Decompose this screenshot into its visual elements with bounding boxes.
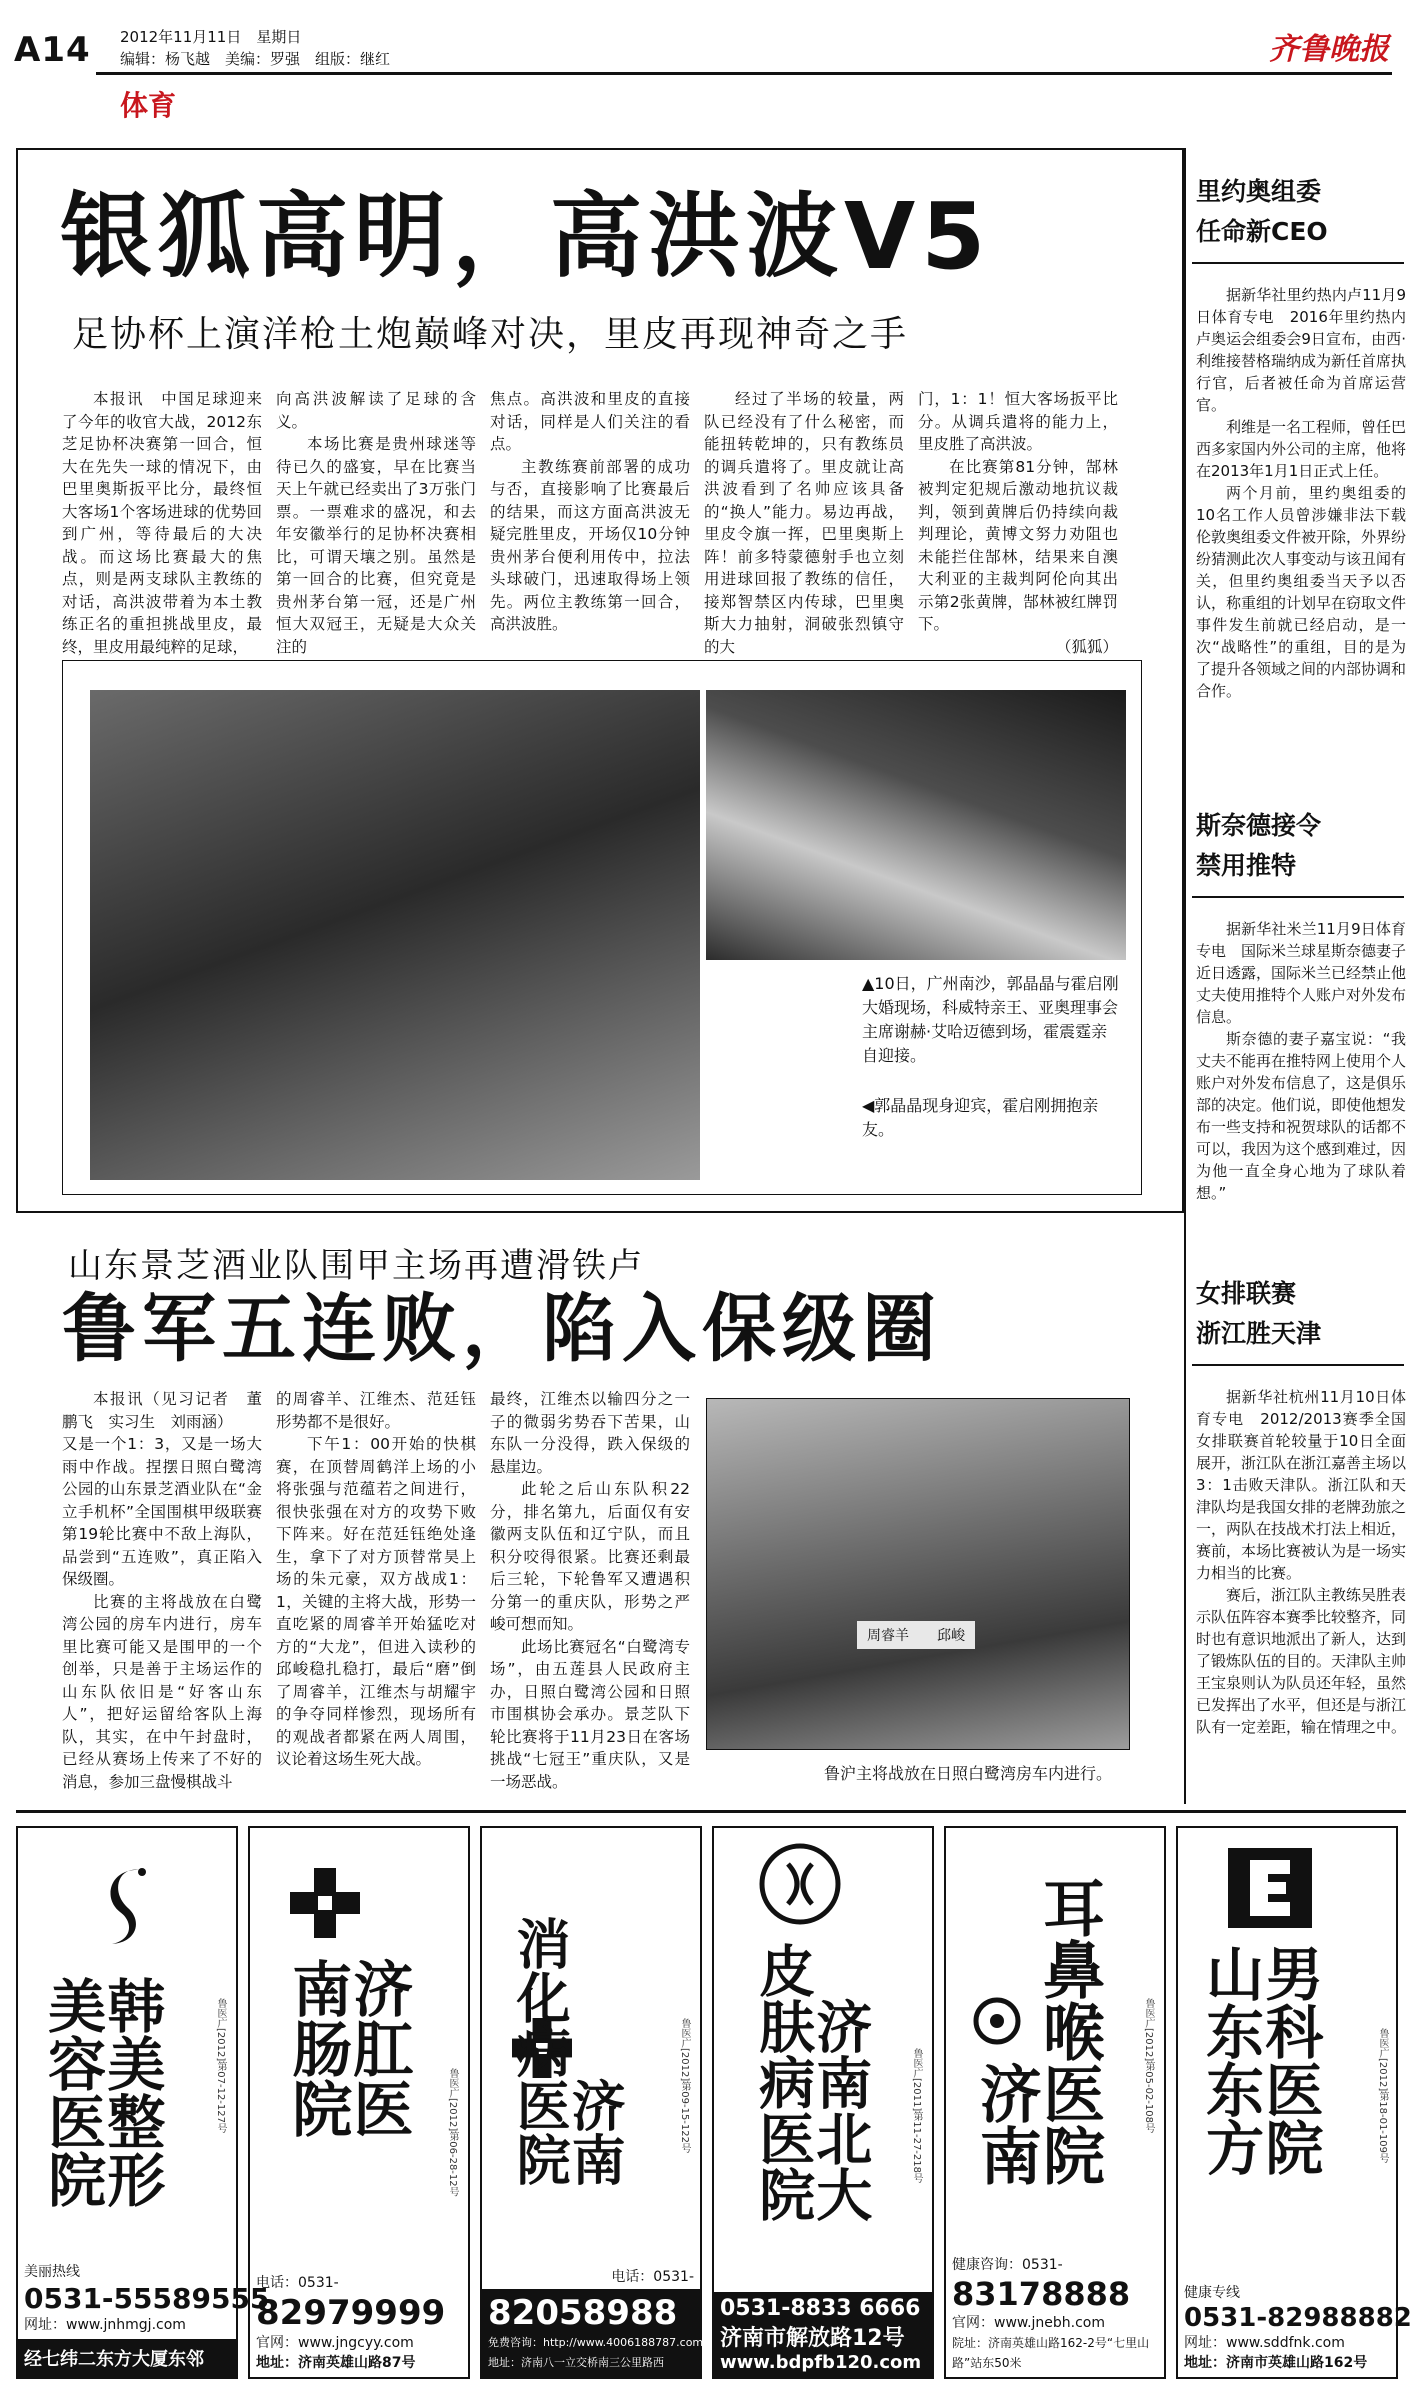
paragraph: 经过了半场的较量，两队已经没有了什么秘密，而能扭转乾坤的，只有教练员的调兵遣将了。里皮就让高洪波看到了名帅应该具备的“换人”能力。易边再战，里皮令旗一挥，巴里奥斯上阵！前多特蒙德射手也立刻用进球回报了教练的信任，接郑智禁区内传球，巴里奥斯大力抽射，洞破张烈镇守的大 <box>704 390 904 656</box>
ad-web-label: 官网： <box>256 2335 298 2351</box>
ad-footer <box>946 2251 1164 2377</box>
paragraph: 据新华社米兰11月9日体育专电 国际米兰球星斯奈德妻子近日透露，国际米兰已经禁止他丈夫使用推特个人账户对外发布信息。 <box>1196 920 1407 1026</box>
ad-name-col: 济南 <box>969 2062 1043 2186</box>
ad-web[interactable]: http://www.4006188787.com <box>543 2336 704 2349</box>
ad-hotline-label: 美丽热线 <box>24 2264 80 2280</box>
ad-web[interactable]: www.bdpfb120.com <box>720 2352 922 2373</box>
ad-phone[interactable]: 83178888 <box>952 2275 1131 2313</box>
paragraph: 主教练赛前部署的成功与否，直接影响了比赛最后的结果，而这方面高洪波无疑完胜里皮，开场仅10分钟贵州茅台便利用传中，拉法头球破门，迅速取得场上领先。两位主教练第一回合，高洪波胜。 <box>490 457 690 633</box>
sidebar-body-2 <box>1196 918 1406 1208</box>
paragraph: 两个月前，里约奥组委的10名工作人员曾涉嫌非法下载伦敦奥组委文件被开除，外界纷纷猜测此次人事变动与该丑闻有关，但里约奥组委当天予以否认，称重组的计划早在窃取文件事件发生前就已经启动，是一次“战略性”的重组，目的是为了提升各领域之间的内部协调和合作。 <box>1196 484 1407 700</box>
sidebar-title-3[interactable] <box>1196 1274 1406 1354</box>
paragraph: 赛后，浙江队主教练吴胜表示队伍阵容本赛季比较整齐，同时也有意识地派出了新人，达到了锻炼队伍的目的。天津队主帅王宝泉则认为队员还年轻，虽然已发挥出了水平，但还是与浙江队有一定差距，输在情理之中。 <box>1196 1586 1407 1736</box>
paragraph: 本报讯（见习记者 董鹏飞 实习生 刘雨涵） <box>62 1390 262 1431</box>
paragraph: 的周睿羊、江维杰、范廷钰形势都不是很好。 <box>276 1390 476 1431</box>
title-line: 禁用推特 <box>1196 851 1297 880</box>
ad-digestive[interactable] <box>480 1826 702 2379</box>
ad-web[interactable]: www.jnhmgj.com <box>66 2317 186 2333</box>
title-line: 任命新CEO <box>1196 217 1328 246</box>
byline: （狐狐） <box>1055 637 1118 656</box>
ad-address: 地址：济南市英雄山路162号 <box>1184 2355 1368 2371</box>
ad-address: 地址：济南八一立交桥南三公里路西 <box>488 2356 664 2369</box>
page-number: A14 <box>14 30 91 70</box>
ad-andrology[interactable] <box>1176 1826 1412 2379</box>
story1-subhead: 足协杯上演洋枪土炮巅峰对决，里皮再现神奇之手 <box>72 314 909 355</box>
story1-column-2 <box>276 388 476 656</box>
paragraph: 此场比赛冠名“白鹭湾专场”，由五莲县人民政府主办，日照白鹭湾公园和日照市围棋协会承办。景芝队下轮比赛将于11月23日在客场挑战“七冠王”重庆队，又是一场恶战。 <box>490 1637 690 1791</box>
ad-name-col: 济南 <box>563 2078 628 2186</box>
ad-address: 地址：济南英雄山路87号 <box>256 2355 416 2371</box>
sidebar-rule <box>1192 1364 1404 1366</box>
ad-dermatology[interactable] <box>712 1826 934 2379</box>
story2-column-1 <box>62 1388 262 1791</box>
sidebar-body-3 <box>1196 1386 1406 1796</box>
ad-license: 鲁医广[2012]第18-01-109号 <box>1377 2028 1388 2164</box>
sidebar-rule <box>1192 262 1404 264</box>
ad-name <box>1196 1944 1324 2186</box>
ad-footer <box>250 2269 468 2377</box>
ad-phone[interactable]: 0531-55589555 <box>24 2282 270 2315</box>
paragraph: 在比赛第81分钟，郜林被判定犯规后激动地抗议裁判，领到黄牌后仍持续向裁判理论，黄博文努力劝阻也未能拦住郜林，结果来自澳大利亚的主裁判阿伦向其出示第2张黄牌，郜林被红牌罚下。 <box>918 457 1118 633</box>
ad-hotline-label: 电话：0531- <box>611 2269 694 2285</box>
ad-strip-rule <box>16 1810 1406 1813</box>
story2-column-3 <box>490 1388 690 1791</box>
wedding-photo[interactable] <box>90 690 700 1180</box>
story2-kicker: 山东景芝酒业队围甲主场再遭滑铁卢 <box>68 1246 644 1286</box>
ad-name <box>38 1976 166 2218</box>
paragraph: 下午1：00开始的快棋赛，在顶替周鹤洋上场的小将张强与范蕴若之间进行，很快张强在对方的攻势下败下阵来。好在范廷钰绝处逢生，拿下了对方顶替常昊上场的朱元豪，双方战成1：1，关键的主将大战，形势一直吃紧的周睿羊开始猛吃对方的“大龙”，但进入读秒的邱峻稳扎稳打，最后“磨”倒了周睿羊，江维杰与胡耀宇的争夺同样惨烈，现场所有的观战者都紧在两人周围，议论着这场生死大战。 <box>276 1435 476 1768</box>
ad-license: 鲁医广[2012]第05-02-108号 <box>1143 1998 1154 2134</box>
ad-license: 鲁医广[2012]第07-12-127号 <box>215 1998 226 2134</box>
paragraph: 门，1：1！恒大客场扳平比分。从调兵遣将的能力上，里皮胜了高洪波。 <box>918 390 1118 453</box>
ad-hotline-label: 电话：0531- <box>256 2275 339 2291</box>
paragraph: 焦点。高洪波和里皮的直接对话，同样是人们关注的看点。 <box>490 390 690 453</box>
ad-name <box>969 1842 1106 2196</box>
title-line: 里约奥组委 <box>1196 177 1322 206</box>
fish-logo-icon <box>758 1842 842 1942</box>
ad-name-col: 南肠院 <box>282 1958 353 2138</box>
ad-name-col: 韩美整形 <box>97 1976 166 2208</box>
newspaper-logo: 齐鲁晚报 <box>1269 32 1389 67</box>
story2-column-2 <box>276 1388 476 1788</box>
ad-name-col: 济南北大 <box>807 1998 874 2222</box>
ad-license: 鲁医广[2012]第09-15-122号 <box>679 2018 690 2154</box>
ad-name-col: 耳鼻喉医院 <box>1032 1876 1106 2186</box>
ad-name-col: 美容医院 <box>38 1976 107 2208</box>
ad-name-col: 皮肤病医院 <box>750 1942 817 2222</box>
go-match-caption: 鲁沪主将战放在日照白鹭湾房车内进行。 <box>824 1764 1113 1783</box>
title-line: 女排联赛 <box>1196 1279 1297 1308</box>
photo-nameplate: 周睿羊 邱峻 <box>857 1621 975 1649</box>
sidebar-title-2[interactable] <box>1196 806 1406 886</box>
ad-web-label: 网址： <box>1184 2335 1226 2351</box>
paragraph: 利维是一名工程师，曾任巴西多家国内外公司的主席，他将在2013年1月1日正式上任。 <box>1196 418 1407 480</box>
prince-photo[interactable] <box>706 690 1126 960</box>
story1-column-1 <box>62 388 262 656</box>
ad-web[interactable]: www.sddfnk.com <box>1226 2335 1345 2351</box>
ad-web[interactable]: www.jnebh.com <box>994 2315 1106 2331</box>
swan-logo-icon <box>88 1862 168 1968</box>
ad-name-col: 男科医院 <box>1255 1944 1324 2176</box>
story1-column-5 <box>918 388 1118 656</box>
ad-license: 鲁医广[2011]第11-27-218号 <box>911 2048 922 2184</box>
date-text: 2012年11月11日 星期日 <box>120 28 302 46</box>
ad-web-label: 网址： <box>24 2317 66 2333</box>
ad-address: 院址：济南英雄山路162-2号“七里山路”站东50米 <box>952 2336 1150 2370</box>
title-line: 浙江胜天津 <box>1196 1319 1322 1348</box>
ad-name <box>508 1848 628 2195</box>
block-logo-icon <box>1228 1848 1312 1944</box>
ad-web[interactable]: www.jngcyy.com <box>298 2335 414 2351</box>
go-match-photo[interactable] <box>706 1398 1130 1750</box>
sidebar-title-1[interactable] <box>1196 172 1406 252</box>
ad-footer <box>482 2265 704 2377</box>
photo-caption-2: ◀郭晶晶现身迎宾，霍启刚拥抱亲友。 <box>862 1096 1099 1139</box>
story1-column-4 <box>704 388 904 656</box>
paragraph: 据新华社里约热内卢11月9日体育专电 2016年里约热内卢奥运会组委会9日宣布，由西·利维接替格瑞纳成为新任首席执行官，后者被任命为首席运营官。 <box>1196 286 1407 414</box>
paragraph: 本场比赛是贵州球迷等待已久的盛宴，早在比赛当天上午就已经卖出了3万张门票。一票难求的盛况，和去年安徽举行的足协杯决赛相比，可谓天壤之别。虽然是第一回合的比赛，但究竟是贵州茅台第一冠，还是广州恒大双冠王，无疑是大众关注的 <box>276 435 476 656</box>
ad-name-col: 山东东方 <box>1196 1944 1265 2176</box>
paragraph: 本报讯 中国足球迎来了今年的收官大战，2012东芝足协杯决赛第一回合，恒大在先失一球的情况下，由巴里奥斯扳平比分，最终恒大客场1个客场进球的优势回到广州，等待最后的大决战。而这场比赛最大的焦点，则是两支球队主教练的对话，高洪波带着为本土教练正名的重担挑战里皮，最终，里皮用最纯粹的足球， <box>62 390 262 656</box>
paragraph: 最终，江维杰以输四分之一子的微弱劣势吞下苦果，山东队一分没得，跌入保级的悬崖边。 <box>490 1390 690 1476</box>
editors-text: 编辑：杨飞越 美编：罗强 组版：继红 <box>120 50 391 68</box>
ad-license: 鲁医广[2012]第06-28-12号 <box>447 2068 458 2197</box>
paragraph: 向高洪波解读了足球的含义。 <box>276 390 476 431</box>
ad-footer <box>1178 2279 1412 2377</box>
title-line: 斯奈德接令 <box>1196 811 1322 840</box>
header-rule <box>96 72 1392 75</box>
paragraph: 又是一个1：3，又是一场大雨中作战。捏摆日照白鹭湾公园的山东景芝酒业队在“金立手机杯”全国围棋甲级联赛第19轮比赛中不敌上海队，品尝到“五连败”，真正陷入保级圈。 <box>62 1435 262 1588</box>
story1-headline[interactable]: 银狐高明，高洪波V5 <box>60 183 992 290</box>
story2-headline[interactable]: 鲁军五连败，陷入保级圈 <box>62 1286 942 1372</box>
ad-address: 济南市解放路12号 <box>720 2326 905 2351</box>
ad-hotline-label: 健康咨询：0531- <box>952 2257 1063 2273</box>
paragraph: 比赛的主将战放在白鹭湾公园的房车内进行，房车里比赛可能又是围甲的一个创举，只是善于主场运作的山东队依旧是“好客山东人”，把好运留给客队上海队，其实，在中午封盘时，已经从赛场上传来了不好的消息，参加三盘慢棋战斗 <box>62 1592 262 1791</box>
ad-phone[interactable]: 82058988 <box>488 2293 678 2333</box>
section-label: 体育 <box>120 89 177 122</box>
story1-column-3 <box>490 388 690 638</box>
ad-name <box>750 1942 874 2232</box>
ad-ent[interactable] <box>944 1826 1166 2379</box>
photo-caption-1: ▲10日，广州南沙，郭晶晶与霍启刚大婚现场，科威特亲王、亚奥理事会主席谢赫·艾哈迈德到场，霍震霆亲自迎接。 <box>862 974 1119 1065</box>
ad-footer <box>18 2258 270 2377</box>
ad-phone[interactable]: 82979999 <box>256 2293 446 2333</box>
ad-phone[interactable]: 0531-82988882 <box>1184 2303 1412 2333</box>
ad-name-col: 济肛医 <box>343 1958 414 2138</box>
ad-web-label: 免费咨询： <box>488 2336 543 2349</box>
ad-name <box>282 1888 414 2149</box>
ad-address: 经七纬二东方大厦东邻 <box>18 2339 236 2377</box>
ad-footer <box>714 2292 932 2377</box>
sidebar-body-1 <box>1196 284 1406 766</box>
sidebar-rule <box>1192 896 1404 898</box>
date-line <box>120 26 390 70</box>
paragraph: 据新华社杭州11月10日体育专电 2012/2013赛季全国女排联赛首轮较量于10日全面展开，浙江队在浙江嘉善主场以3：1击败天津队。浙江队和天津队均是我国女排的老牌劲旅之一，两队在技战术打法上相近，赛前，本场比赛被认为是一场实力相当的比赛。 <box>1196 1388 1407 1582</box>
ad-web-label: 官网： <box>952 2315 994 2331</box>
paragraph: 此轮之后山东队积22分，排名第九，后面仅有安徽两支队伍和辽宁队，而且积分咬得很紧。比赛还剩最后三轮，下轮鲁军又遭遇积分第一的重庆队，形势之严峻可想而知。 <box>490 1480 690 1633</box>
paragraph: 斯奈德的妻子嘉宝说：“我丈夫不能再在推特网上使用个人账户对外发布信息了，这是俱乐部的决定。他们说，即使他想发布一些支持和祝贺球队的话都不可以，我因为这个感到难过，因为他一直全身心地为了球队着想。” <box>1196 1030 1407 1202</box>
ad-hotline-label: 健康专线 <box>1184 2285 1240 2301</box>
ad-name-col: 消化病医院 <box>508 1916 573 2186</box>
ad-jinan-anorectal[interactable] <box>248 1826 470 2379</box>
ad-phone[interactable]: 0531-8833 6666 <box>720 2296 921 2321</box>
ad-hanmei[interactable] <box>16 1826 270 2379</box>
sidebar-divider <box>1184 148 1186 1804</box>
